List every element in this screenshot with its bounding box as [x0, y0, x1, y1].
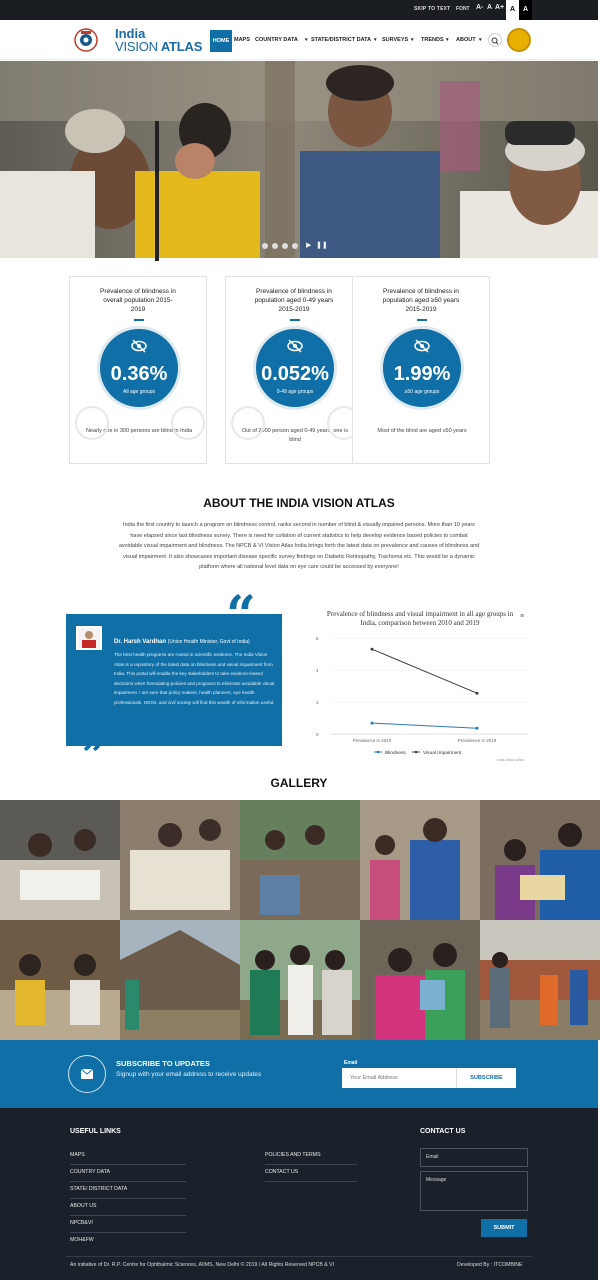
- footer-link-policies[interactable]: POLICIES AND TERMS: [265, 1152, 357, 1165]
- stat-subtitle: 0-49 age groups: [276, 389, 314, 395]
- nav-maps[interactable]: MAPS: [234, 37, 250, 43]
- search-icon: [489, 35, 501, 47]
- footer-divider: [66, 1256, 532, 1257]
- subscribe-email-input[interactable]: [342, 1068, 456, 1088]
- skip-to-text-link[interactable]: SKIP TO TEXT: [414, 6, 451, 12]
- stat-note: Out of 2000 person aged 0-49 years, one is blind: [241, 428, 349, 443]
- gallery-image[interactable]: [0, 920, 120, 1040]
- carousel-dot[interactable]: [292, 243, 298, 249]
- contact-submit-button[interactable]: SUBMIT: [481, 1219, 527, 1237]
- minister-name-line: [114, 639, 250, 645]
- stat-note: Nearly one in 300 persons are blind in India: [85, 428, 193, 434]
- play-icon[interactable]: ▶: [306, 242, 312, 249]
- stat-value: 0.36%: [110, 363, 168, 385]
- national-emblem-icon: [507, 28, 531, 52]
- chart-title: Prevalence of blindness and visual impairment in all age groups in India, comparison between 2010 and 2019: [326, 610, 514, 627]
- contact-title: CONTACT US: [420, 1128, 466, 1135]
- nav-about[interactable]: ABOUT: [456, 37, 476, 43]
- stat-circle: [380, 326, 464, 410]
- nav-surveys[interactable]: SURVEYS: [382, 37, 409, 43]
- stat-divider: [290, 319, 300, 321]
- newsletter-badge: [68, 1055, 106, 1093]
- hero-photo: [0, 61, 598, 258]
- eye-slash-icon: [414, 339, 430, 353]
- stat-value: 0.052%: [261, 363, 329, 385]
- font-size-label: FONT: [456, 6, 470, 12]
- nav-chevron: ▾: [305, 37, 308, 43]
- minister-role: (Union Health Minister, Govt of India): [167, 639, 250, 645]
- chart-y-tick: 4: [316, 668, 319, 673]
- stat-subtitle: ≥50 age groups: [404, 389, 440, 395]
- envelope-icon: [81, 1069, 93, 1079]
- gallery-image[interactable]: [0, 800, 120, 920]
- chart-y-tick: 0: [316, 732, 319, 737]
- font-normal-button[interactable]: A: [487, 4, 493, 11]
- elderly-people-icon: [70, 395, 208, 465]
- carousel-dot[interactable]: [262, 243, 268, 249]
- nav-chevron: ▾: [411, 37, 414, 43]
- svg-text:”: ”: [82, 732, 106, 779]
- gallery-image[interactable]: [360, 800, 480, 920]
- chart-series-line: [372, 723, 477, 728]
- eye-slash-icon: [287, 339, 303, 353]
- footer-link-contact-us[interactable]: CONTACT US: [265, 1169, 357, 1182]
- stat-card-0-49: [225, 276, 363, 464]
- contact-email-input[interactable]: Email: [420, 1148, 528, 1167]
- quote-close-icon: [82, 732, 110, 779]
- chart-point: [476, 727, 479, 730]
- footer-link-about-us[interactable]: ABOUT US: [70, 1203, 186, 1216]
- young-people-icon: [226, 395, 364, 465]
- footer-link-npcbvi[interactable]: NPCB&VI: [70, 1220, 186, 1233]
- npcb-emblem-icon: [69, 28, 103, 52]
- stat-divider: [134, 319, 144, 321]
- stat-divider: [417, 319, 427, 321]
- stat-note: Most of the blind are aged ≥50 years: [377, 428, 467, 434]
- footer-link-maps[interactable]: MAPS: [70, 1152, 186, 1165]
- pause-icon[interactable]: ❚❚: [316, 242, 328, 249]
- copyright-text: An initiative of Dr. R.P. Centre for Ophthalmic Sciences, AIIMS, New Delhi © 2019 / All Rights Reserved NPCB & VI: [70, 1262, 335, 1268]
- contrast-light-button[interactable]: A: [506, 0, 519, 20]
- chart-y-tick: 2: [316, 700, 319, 705]
- subscribe-subtitle: Signup with your email address to receive updates: [116, 1071, 262, 1078]
- carousel-dot[interactable]: [272, 243, 278, 249]
- chart-x-tick: Prevalence in 2019: [457, 738, 497, 743]
- nav-trends[interactable]: TRENDS: [421, 37, 444, 43]
- gallery-title: GALLERY: [270, 776, 328, 790]
- gallery-image[interactable]: [480, 920, 600, 1040]
- chart-legend-label: Visual Impairment: [423, 751, 462, 756]
- subscribe-section: [0, 1040, 598, 1108]
- contrast-dark-button[interactable]: A: [519, 0, 532, 20]
- chart-series-line: [372, 649, 477, 693]
- nav-home[interactable]: HOME: [210, 30, 232, 52]
- chart-y-tick: 6: [316, 636, 319, 641]
- stat-title: Prevalence of blindness in population aged 0-49 years 2015-2019: [254, 288, 334, 313]
- subscribe-button[interactable]: SUBSCRIBE: [456, 1068, 516, 1088]
- stat-value: 1.99%: [393, 363, 451, 385]
- chart-point: [371, 722, 374, 725]
- stat-subtitle: All age groups: [123, 389, 155, 395]
- top-utility-bar: [0, 0, 598, 20]
- gallery-image[interactable]: [480, 800, 600, 920]
- useful-links-title: USEFUL LINKS: [70, 1128, 121, 1135]
- prevalence-chart: [310, 605, 532, 765]
- nav-state-district-data[interactable]: STATE/DISTRICT DATA: [311, 37, 372, 43]
- logo-atlas: ATLAS: [160, 39, 203, 54]
- gallery-image[interactable]: [240, 800, 360, 920]
- nav-chevron: ▾: [374, 37, 377, 43]
- logo-vision-atlas: [115, 39, 202, 54]
- font-decrease-button[interactable]: A-: [476, 4, 484, 11]
- chart-x-tick: Prevalence in 2010: [352, 738, 392, 743]
- chart-credit: India Vision Atlas: [497, 758, 524, 762]
- carousel-dot[interactable]: [282, 243, 288, 249]
- minister-quote: The best health programs are rooted in scientific evidence. The India Vision Atlas is a repository of the latest data on blindness and visual impairment from India. This portal will enable the key stakeholders to take evidence-based decisions when formulating policies and programs to eliminate avoidable visual impairment. I am sure that policy makers, health planners, eye health professionals, NGOs, and civil society will find this wealth of information useful.: [114, 652, 275, 705]
- minister-quote-card: [66, 614, 282, 746]
- chart-menu-icon[interactable]: ≡: [520, 613, 525, 620]
- chart-legend-marker: [415, 751, 418, 754]
- subscribe-email-label: Email: [344, 1060, 358, 1066]
- contact-message-input[interactable]: Message: [420, 1171, 528, 1211]
- subscribe-title: SUBSCRIBE TO UPDATES: [116, 1059, 210, 1068]
- minister-name: Dr. Harsh Vardhan: [114, 639, 167, 645]
- search-button[interactable]: [488, 33, 502, 47]
- chart-point: [371, 648, 374, 651]
- stat-title: Prevalence of blindness in population aged ≥50 years 2015-2019: [382, 288, 460, 313]
- gallery-image[interactable]: [120, 920, 240, 1040]
- gallery-image[interactable]: [120, 800, 240, 920]
- chart-point: [476, 692, 479, 695]
- developer-credit[interactable]: Developed By : ITCOMBINE: [457, 1262, 523, 1268]
- nav-country-data[interactable]: COUNTRY DATA: [255, 37, 298, 43]
- footer-link-country-data[interactable]: COUNTRY DATA: [70, 1169, 186, 1182]
- gallery-image[interactable]: [240, 920, 360, 1040]
- footer-link-mohfw[interactable]: MOH&FW: [70, 1237, 94, 1243]
- stat-card-overall: [69, 276, 207, 464]
- hero-carousel[interactable]: [0, 61, 598, 258]
- chart-legend-label: Blindness: [385, 751, 406, 756]
- footer-link-state-district-data[interactable]: STATE/ DISTRICT DATA: [70, 1186, 186, 1199]
- stat-title: Prevalence of blindness in overall population 2015-2019: [100, 288, 176, 313]
- gallery-image[interactable]: [360, 920, 480, 1040]
- font-increase-button[interactable]: A+: [495, 4, 505, 11]
- logo-india: India: [115, 26, 146, 41]
- minister-photo: [76, 626, 102, 650]
- nav-chevron: ▾: [446, 37, 449, 43]
- nav-chevron: ▾: [479, 37, 482, 43]
- about-text: India the first country to launch a program on blindness control, ranks second in number of blind & visually impaired persons. More than 10 years have elapsed since last blindness survey. There is need for collation of current statistics to help develop evidence based policies to combat avoidable visual impairment and blindness. The NPCB & VI Vision Atlas India brings forth the latest data on prevalence and causes of blindness and visual impairment. It also showcases important disease specific survey findings on Diabetic Retinopathy, Trachoma etc. This would be a dynamic platform where all national level data on eye care could be accessed by everyone!: [118, 522, 480, 570]
- chart-legend-marker: [377, 751, 380, 754]
- site-footer: [0, 1108, 598, 1280]
- stat-card-50-plus: [352, 276, 490, 464]
- main-header: [0, 20, 598, 60]
- logo-vision: VISION: [115, 39, 158, 54]
- person-avatar-icon: [78, 628, 100, 648]
- about-title: ABOUT THE INDIA VISION ATLAS: [203, 496, 395, 510]
- chart-plot: [310, 605, 532, 765]
- eye-slash-icon: [131, 339, 147, 353]
